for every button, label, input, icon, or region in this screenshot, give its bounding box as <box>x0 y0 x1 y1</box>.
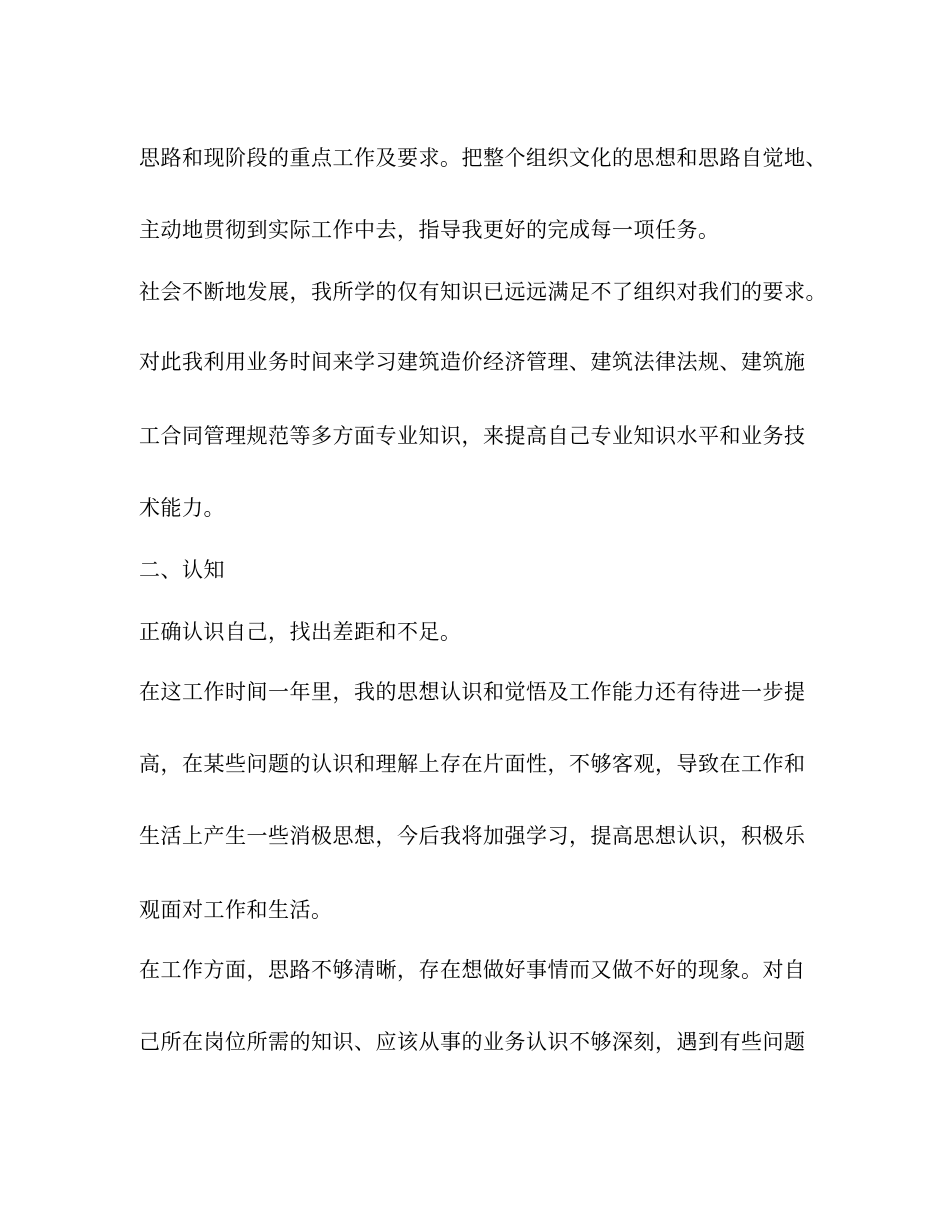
text-line-11: 生活上产生一些消极思想，今后我将加强学习，提高思想认识，积极乐 <box>139 824 806 848</box>
text-line-9: 在这工作时间一年里，我的思想认识和觉悟及工作能力还有待进一步提 <box>139 680 806 704</box>
text-line-4: 对此我利用业务时间来学习建筑造价经济管理、建筑法律法规、建筑施 <box>139 350 806 374</box>
text-line-14: 己所在岗位所需的知识、应该从事的业务认识不够深刻，遇到有些问题 <box>139 1030 806 1054</box>
text-line-13: 在工作方面，思路不够清晰，存在想做好事情而又做不好的现象。对自 <box>139 958 806 982</box>
text-line-8: 正确认识自己，找出差距和不足。 <box>139 620 462 644</box>
section-heading: 二、认知 <box>139 558 225 582</box>
text-line-5: 工合同管理规范等多方面专业知识，来提高自己专业知识水平和业务技 <box>139 424 806 448</box>
text-line-2: 主动地贯彻到实际工作中去，指导我更好的完成每一项任务。 <box>139 218 720 242</box>
text-line-1: 思路和现阶段的重点工作及要求。把整个组织文化的思想和思路自觉地、 <box>139 146 827 170</box>
text-line-6: 术能力。 <box>139 496 225 520</box>
text-line-12: 观面对工作和生活。 <box>139 898 333 922</box>
text-line-3: 社会不断地发展，我所学的仅有知识已远远满足不了组织对我们的要求。 <box>139 280 827 304</box>
text-line-10: 高，在某些问题的认识和理解上存在片面性，不够客观，导致在工作和 <box>139 752 806 776</box>
